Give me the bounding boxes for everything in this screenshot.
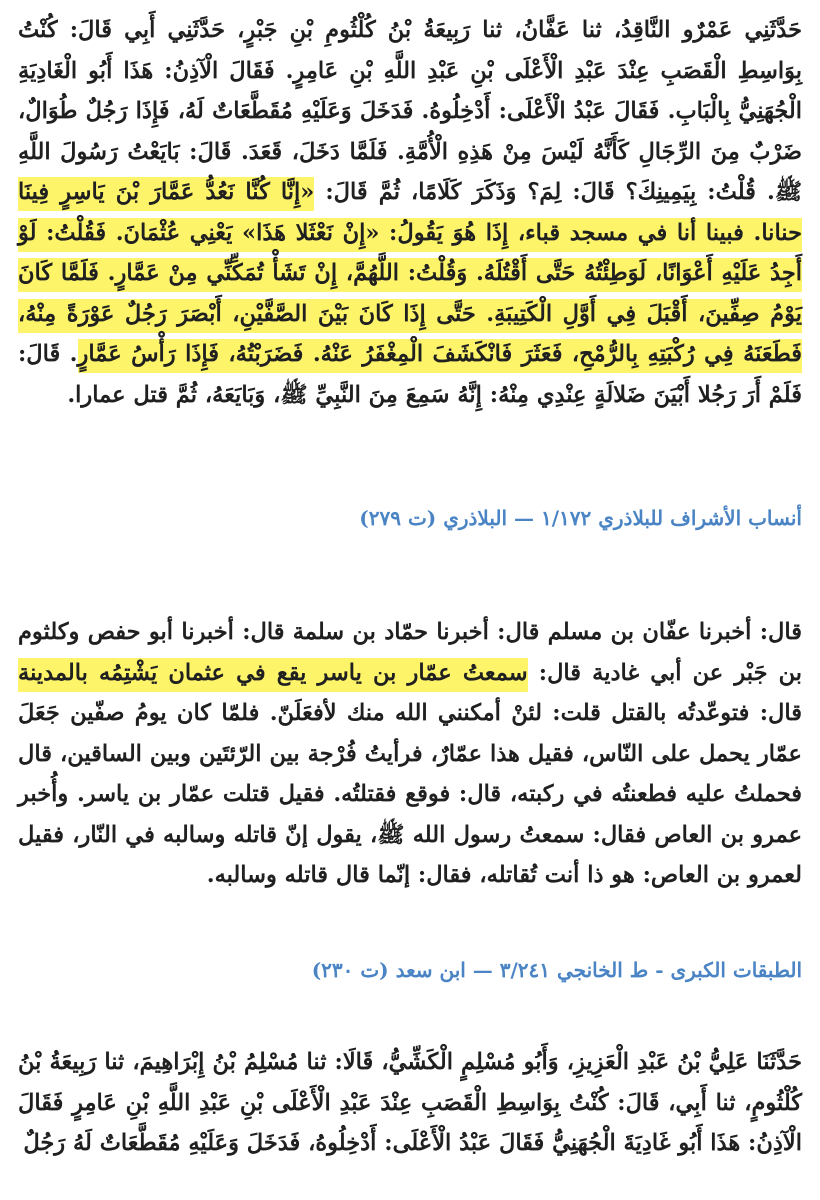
narration-third [18,1042,802,1164]
narration-text-after: قال: فتوعّدتُه بالقتل قلت: لئنْ أمكنني الله منك لأفعَلَنّ. فلمّا كان يومُ صفّين جَعَلَ عمّار يحمل على النّاس، فقيل هذا عمّارٌ، فرأيتُ فُرْجة بين الرّئتَين وبين الساقين، قال فحملتُ عليه فطعنتُه في ركبته، قال: فوقع فقتلتُه. فقيل قتلت عمّار بن ياسر. وأُخبر عمرو بن العاص فقال: سمعتُ رسول الله ﷺ، يقول إنّ قاتله وسالبه في النّار، فقيل لعمرو بن العاص: هو ذا أنت تُقاتله، فقال: إنّما قال قاتله وسالبه. [18,700,802,888]
narration-text-after: . قَالَ: فَلَمْ أَرَ رَجُلا أَبْيَنَ ضَلالَةٍ عِنْدِي مِنْهُ: إِنَّهُ سَمِعَ مِنَ النَّبِيِّ ﷺ، وَبَايَعَهُ، ثُمَّ قتل عمارا. [18,341,802,408]
narration-ibn-sad [18,612,802,896]
highlighted-passage: سمعتُ عمّار بن ياسر يقع في عثمان يَشْتِمُه بالمدينة [18,658,528,692]
narration-baladhuri [18,10,802,415]
source-citation-ansab: أنساب الأشراف للبلاذري ١/١٧٢ — البلاذري (ت ٢٧٩) [359,506,802,530]
narration-paragraph [18,612,802,896]
narration-text-before: قال: أخبرنا عفّان بن مسلم قال: أخبرنا حمّاد بن سلمة قال: أخبرنا أبو حفص وكلثوم بن جَبْر عن أبي غادية قال: [18,619,802,686]
narration-text-before: حَدَّثَنِي عَمْرٌو النَّاقِدُ، ثنا عَفَّانُ، ثنا رَبِيعَةُ بْنُ كُلْثُومِ بْنِ جَبْرٍ، حَدَّثَنِي أَبِي قَالَ: كُنْتُ بِوَاسِطِ الْقَصَبِ عِنْدَ عَبْدِ الْأَعْلَى بْنِ عَبْدِ اللَّهِ بْنِ عَامِرٍ. فَقَالَ الْآذِنُ: هَذَا أَبُو الْغَادِيَةِ الْجُهَنِيُّ بِالْبَابِ. فَقَالَ عَبْدُ الْأَعْلَى: أَدْخِلُوهُ. فَدَخَلَ وَعَلَيْهِ مُقَطَّعَاتٌ لَهُ، فَإِذَا رَجُلٌ طُوَالٌ، ضَرْبٌ مِنَ الرِّجَالِ كَأَنَّهُ لَيْسَ مِنْ هَذِهِ الْأُمَّةِ. فَلَمَّا دَخَلَ، قَعَدَ. قَالَ: بَايَعْتُ رَسُولَ اللَّهِ ﷺ. قُلْتُ: بِيَمِينِكَ؟ قَالَ: لِمَ؟ وَذَكَرَ كَلَامًا، ثُمَّ قَالَ: [18,17,802,205]
narration-paragraph: حَدَّثَنَا عَلِيُّ بْنُ عَبْدِ الْعَزِيزِ، وَأَبُو مُسْلِمٍ الْكَشِّيُّ، قَالَا: ثنا مُسْلِمُ بْنُ إِبْرَاهِيمَ، ثنا رَبِيعَةُ بْنُ كُلْثُومٍ، ثنا أَبِي، قَالَ: كُنْتُ بِوَاسِطِ الْقَصَبِ عِنْدَ عَبْدِ الْأَعْلَى بْنِ عَبْدِ اللَّهِ بْنِ عَامِرٍ فَقَالَ الْآذِنُ: هَذَا أَبُو غَادِيَةَ الْجُهَنِيُّ فَقَالَ عَبْدُ الْأَعْلَى: أَدْخِلُوهُ، فَدَخَلَ وَعَلَيْهِ مُقَطَّعَاتٌ لَهُ رَجُلٌ [18,1049,802,1156]
source-citation-tabaqat: الطبقات الكبرى - ط الخانجي ٣/٢٤١ — ابن سعد (ت ٢٣٠) [311,958,802,982]
narration-paragraph [18,10,802,415]
highlighted-passage: «إِنَّا كُنَّا نَعُدُّ عَمَّارَ بْنَ يَاسِرٍ فِينَا حنانا. فبينا أنا في مسجد قباء، إِذَا هُوَ يَقُولُ: «إِنْ نَعْثَلا هَذَا» يَعْنِي عُثْمَانَ. فَقُلْتُ: لَوْ أَجِدُ عَلَيْهِ أَعْوَانًا، لَوَطِئْتُهُ حَتَّى أَقْتُلَهُ. وَقُلْتُ: اللَّهُمَّ، إِنْ تَشَأْ تُمَكِّنِّي مِنْ عَمَّارٍ. فَلَمَّا كَانَ يَوْمُ صِفِّينَ، أَقْبَلَ فِي أَوَّلِ الْكَتِيبَةِ. حَتَّى إِذَا كَانَ بَيْنَ الصَّفَّيْنِ، أَبْصَرَ رَجُلٌ عَوْرَةً مِنْهُ، فَطَعَنَهُ فِي رُكْبَتِهِ بِالرُّمْحِ، فَعَثَرَ فَانْكَشَفَ الْمِغْفَرُ عَنْهُ. فَضَرَبْتُهُ، فَإِذَا رَأْسُ عَمَّارٍ [18,177,802,373]
